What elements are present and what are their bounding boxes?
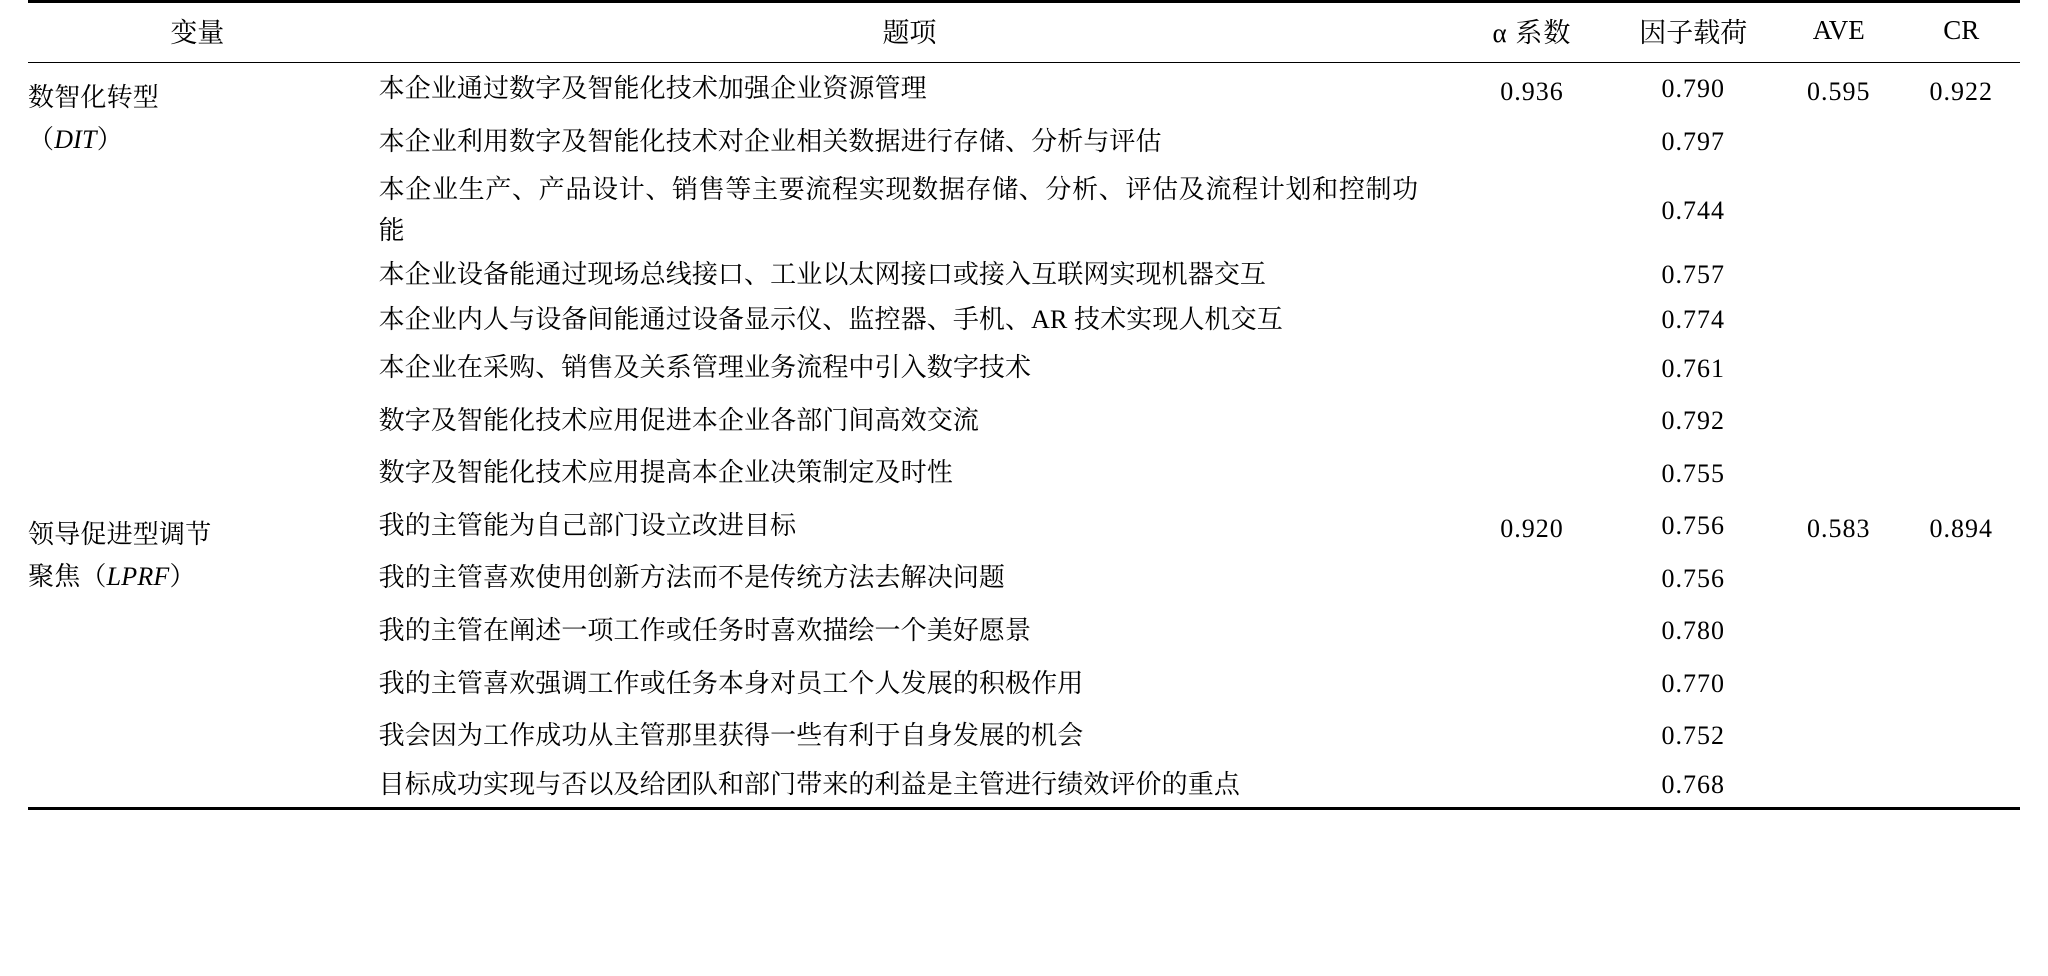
loading-value: 0.757 <box>1661 260 1726 290</box>
cr-value: 0.894 <box>1929 513 1993 543</box>
item-text: 目标成功实现与否以及给团队和部门带来的利益是主管进行绩效评价的重点 <box>378 769 1240 799</box>
item-text: 我会因为工作成功从主管那里获得一些有利于自身发展的机会 <box>378 721 1084 751</box>
loading-value: 0.790 <box>1661 74 1726 104</box>
cr-value: 0.922 <box>1929 77 1993 106</box>
loading-value: 0.797 <box>1661 126 1726 156</box>
loading-value: 0.770 <box>1661 668 1726 698</box>
header-ave: AVE <box>1812 15 1865 45</box>
construct-name-line1: 领导促进型调节 <box>28 519 212 549</box>
alpha-value: 0.936 <box>1500 77 1564 106</box>
loading-value: 0.768 <box>1661 769 1726 799</box>
item-text: 我的主管喜欢使用创新方法而不是传统方法去解决问题 <box>378 563 1006 593</box>
loading-value: 0.792 <box>1661 406 1726 436</box>
construct-abbr: LPRF <box>106 562 170 592</box>
header-cr: CR <box>1943 15 1980 45</box>
construct-name-line2: 聚焦（LPRF） <box>28 562 196 592</box>
item-text: 本企业利用数字及智能化技术对企业相关数据进行存储、分析与评估 <box>378 126 1162 156</box>
loading-value: 0.756 <box>1661 563 1726 593</box>
table-row <box>28 500 2020 553</box>
header-variable: 变量 <box>170 18 225 48</box>
item-text: 我的主管能为自己部门设立改进目标 <box>378 510 797 540</box>
ave-value: 0.595 <box>1806 77 1871 106</box>
construct-name-line1: 数智化转型 <box>28 83 160 112</box>
loading-value: 0.756 <box>1661 511 1726 541</box>
item-text: 我的主管喜欢强调工作或任务本身对员工个人发展的积极作用 <box>378 668 1084 698</box>
header-item: 题项 <box>882 18 937 48</box>
measurement-scale-table <box>28 0 2020 810</box>
loading-value: 0.774 <box>1661 305 1726 334</box>
construct-name-line2: （DIT） <box>28 125 123 155</box>
item-text: 本企业设备能通过现场总线接口、工业以太网接口或接入互联网实现机器交互 <box>378 260 1267 290</box>
ave-value: 0.583 <box>1806 513 1871 543</box>
item-text: 本企业通过数字及智能化技术加强企业资源管理 <box>378 74 927 103</box>
loading-value: 0.752 <box>1661 721 1726 751</box>
construct-name-dit <box>28 63 367 500</box>
header-loading: 因子载荷 <box>1639 18 1748 48</box>
item-text: 本企业内人与设备间能通过设备显示仪、监控器、手机、AR 技术实现人机交互 <box>378 304 1283 334</box>
alpha-value: 0.920 <box>1500 513 1564 543</box>
loading-value: 0.761 <box>1661 353 1726 383</box>
table-body <box>28 63 2020 809</box>
item-text: 数字及智能化技术应用提高本企业决策制定及时性 <box>378 458 953 488</box>
construct-abbr: DIT <box>54 125 97 155</box>
item-text: 数字及智能化技术应用促进本企业各部门间高效交流 <box>378 405 979 435</box>
header-alpha: α 系数 <box>1492 18 1572 48</box>
item-text: 本企业生产、产品设计、销售等主要流程实现数据存储、分析、评估及流程计划和控制功能 <box>378 175 1419 245</box>
item-text: 本企业在采购、销售及关系管理业务流程中引入数字技术 <box>378 353 1032 383</box>
table-header-row <box>28 2 2020 63</box>
table-row <box>28 63 2020 116</box>
construct-name-lprf <box>28 500 367 809</box>
item-text: 我的主管在阐述一项工作或任务时喜欢描绘一个美好愿景 <box>378 616 1032 646</box>
loading-value: 0.755 <box>1661 458 1726 488</box>
loading-value: 0.780 <box>1661 616 1726 646</box>
loading-value: 0.744 <box>1661 195 1726 225</box>
